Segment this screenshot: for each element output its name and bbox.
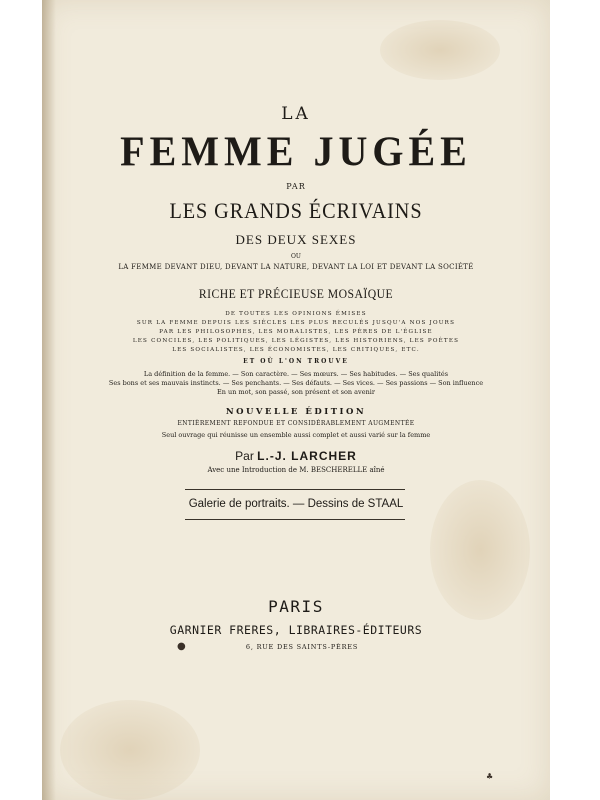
illustration-credit: Galerie de portraits. — Dessins de STAAL [188,498,404,510]
imprint-address: 6, RUE DES SAINTS-PÈRES [245,643,359,651]
subtitle: LA FEMME DEVANT DIEU, DEVANT LA NATURE, DEVANT LA LOI ET DEVANT LA SOCIÉTÉ [118,263,474,271]
par-label: PAR [286,182,306,191]
opinions-line: PAR LES PHILOSOPHES, LES MORALISTES, LES PÈRES DE L'ÉGLISE [159,329,433,335]
paper-stain [60,700,200,800]
main-title: FEMME JUGÉE [120,127,472,176]
opinions-line: LES CONCILES, LES POLITIQUES, LES LÉGISTES, LES HISTORIENS, LES POÈTES [132,338,460,344]
definitions-line: En un mot, son passé, son présent et son avenir [217,388,375,396]
imprint-publisher: GARNIER FRERES, LIBRAIRES-ÉDITEURS [169,623,423,637]
edition-heading: NOUVELLE ÉDITION [225,407,367,417]
authors-heading: LES GRANDS ÉCRIVAINS [169,198,423,223]
ink-spot: ♣ [486,772,494,781]
et-ou-label: ET OÙ L'ON TROUVE [243,358,349,365]
work-description: Seul ouvrage qui réunisse un ensemble aussi complet et aussi varié sur la femme [161,431,431,439]
edition-note: ENTIÈREMENT REFONDUE ET CONSIDÉRABLEMENT AUGMENTÉE [177,420,415,427]
ou-label: OU [291,253,301,260]
divider-rule [185,489,405,490]
sexes-heading: DES DEUX SEXES [235,232,357,247]
opinions-line: DE TOUTES LES OPINIONS ÉMISES [225,311,367,317]
title-article: LA [281,104,311,124]
ink-spot: ● [177,641,186,652]
introduction-credit: Avec une Introduction de M. BESCHERELLE aîné [207,466,385,474]
paper-stain [380,20,500,80]
definitions-line: Ses bons et ses mauvais instincts. — Ses penchants. — Ses défauts. — Ses vices. — Ses passions — Son influence [108,379,484,387]
opinions-line: LES SOCIALISTES, LES ÉCONOMISTES, LES CRITIQUES, ETC. [172,347,420,353]
imprint-city: PARIS [268,597,324,616]
mosaique-heading: RICHE ET PRÉCIEUSE MOSAÏQUE [198,286,394,301]
opinions-line: SUR LA FEMME DEPUIS LES SIÈCLES LES PLUS RECULÉS JUSQU'A NOS JOURS [136,320,456,326]
par-label: Par [235,449,254,463]
definitions-line: La définition de la femme. — Son caractère. — Ses mœurs. — Ses habitudes. — Ses qualités [143,370,449,378]
author-line [42,449,550,463]
divider-rule [185,519,405,520]
author-name: L.-J. LARCHER [257,449,357,463]
